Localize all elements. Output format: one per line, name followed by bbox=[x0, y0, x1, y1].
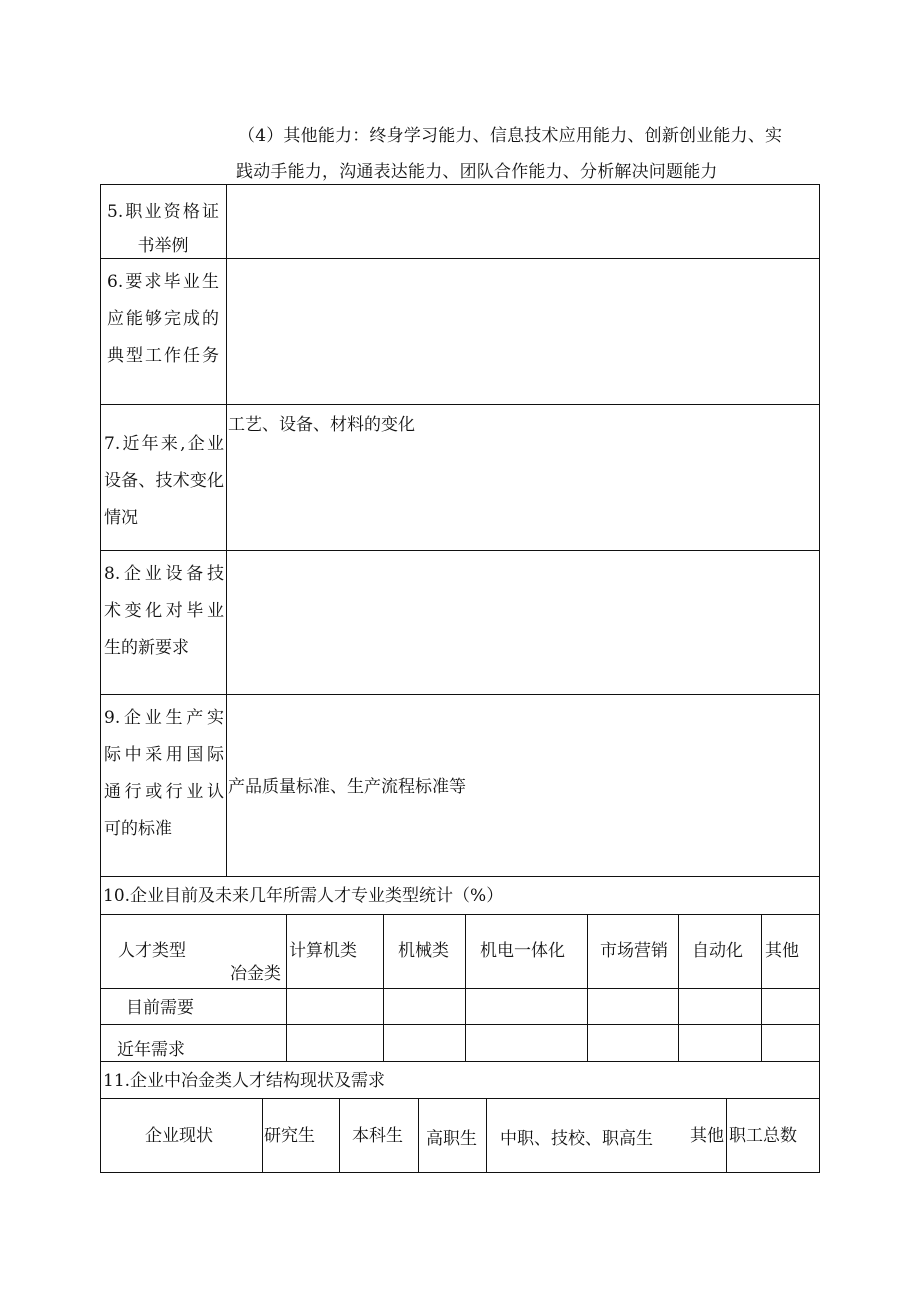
s10-corner-bottom: 冶金类 bbox=[230, 964, 281, 984]
s11-col-secondary-vocational: 中职、技校、职高生 bbox=[500, 1129, 653, 1149]
s10-col-computer: 计算机类 bbox=[289, 941, 357, 961]
s10-column-divider bbox=[465, 914, 466, 1061]
s10-col-mechanical: 机械类 bbox=[398, 941, 449, 961]
s10-row-recent: 近年需求 bbox=[117, 1040, 185, 1060]
s10-col-marketing: 市场营销 bbox=[600, 941, 668, 961]
section-11-title: 11.企业中冶金类人才结构现状及需求 bbox=[103, 1071, 386, 1091]
s10-column-divider bbox=[587, 914, 588, 1061]
other-abilities-paragraph bbox=[236, 118, 836, 190]
s11-column-divider bbox=[726, 1098, 727, 1173]
s10-col-other: 其他 bbox=[765, 941, 799, 961]
intro-line-1: （4）其他能力：终身学习能力、信息技术应用能力、创新创业能力、实 bbox=[238, 126, 783, 146]
row-6-label: 6.要求毕业生 应能够完成的 典型工作任务 bbox=[107, 272, 219, 366]
row-divider bbox=[100, 876, 820, 877]
s11-col-other: 其他 bbox=[690, 1126, 724, 1146]
row-divider bbox=[100, 914, 820, 915]
s11-col-total-staff: 职工总数 bbox=[729, 1126, 797, 1146]
s10-row-current: 目前需要 bbox=[126, 998, 194, 1018]
s10-col-automation: 自动化 bbox=[692, 941, 743, 961]
row-7-label: 7.近年来,企业 设备、技术变化 情况 bbox=[104, 434, 224, 528]
row-8-label: 8.企业设备技 术变化对毕业 生的新要求 bbox=[104, 564, 224, 658]
section-10-title: 10.企业目前及未来几年所需人才专业类型统计（%） bbox=[103, 886, 504, 906]
s11-column-divider bbox=[418, 1098, 419, 1173]
s10-column-divider bbox=[286, 914, 287, 1061]
s10-corner-top: 人才类型 bbox=[118, 941, 186, 961]
row-9-label: 9.企业生产实 际中采用国际 通行或行业认 可的标准 bbox=[104, 708, 224, 839]
row-divider bbox=[100, 550, 820, 551]
row-divider bbox=[100, 1024, 820, 1025]
s10-column-divider bbox=[678, 914, 679, 1061]
row-9-content: 产品质量标准、生产流程标准等 bbox=[228, 777, 466, 797]
row-divider bbox=[100, 1098, 820, 1099]
s10-col-mechatronics: 机电一体化 bbox=[480, 941, 565, 961]
s11-column-divider bbox=[486, 1098, 487, 1173]
row-5-label: 5.职业资格证 bbox=[107, 202, 219, 222]
s11-col-company-status: 企业现状 bbox=[145, 1126, 213, 1146]
s11-col-vocational-college: 高职生 bbox=[426, 1129, 477, 1149]
s10-column-divider bbox=[761, 914, 762, 1061]
intro-line-2: 践动手能力，沟通表达能力、团队合作能力、分析解决问题能力 bbox=[236, 162, 718, 182]
s11-col-postgraduate: 研究生 bbox=[264, 1126, 315, 1146]
label-column-divider bbox=[226, 184, 227, 876]
row-divider bbox=[100, 988, 820, 989]
row-divider bbox=[100, 694, 820, 695]
row-divider bbox=[100, 404, 820, 405]
s11-column-divider bbox=[262, 1098, 263, 1173]
s11-column-divider bbox=[339, 1098, 340, 1173]
row-7-content: 工艺、设备、材料的变化 bbox=[228, 415, 415, 435]
row-divider bbox=[100, 1061, 820, 1062]
row-5-label-line-2: 书举例 bbox=[137, 236, 189, 256]
s10-column-divider bbox=[383, 914, 384, 1061]
s11-col-undergraduate: 本科生 bbox=[352, 1126, 403, 1146]
